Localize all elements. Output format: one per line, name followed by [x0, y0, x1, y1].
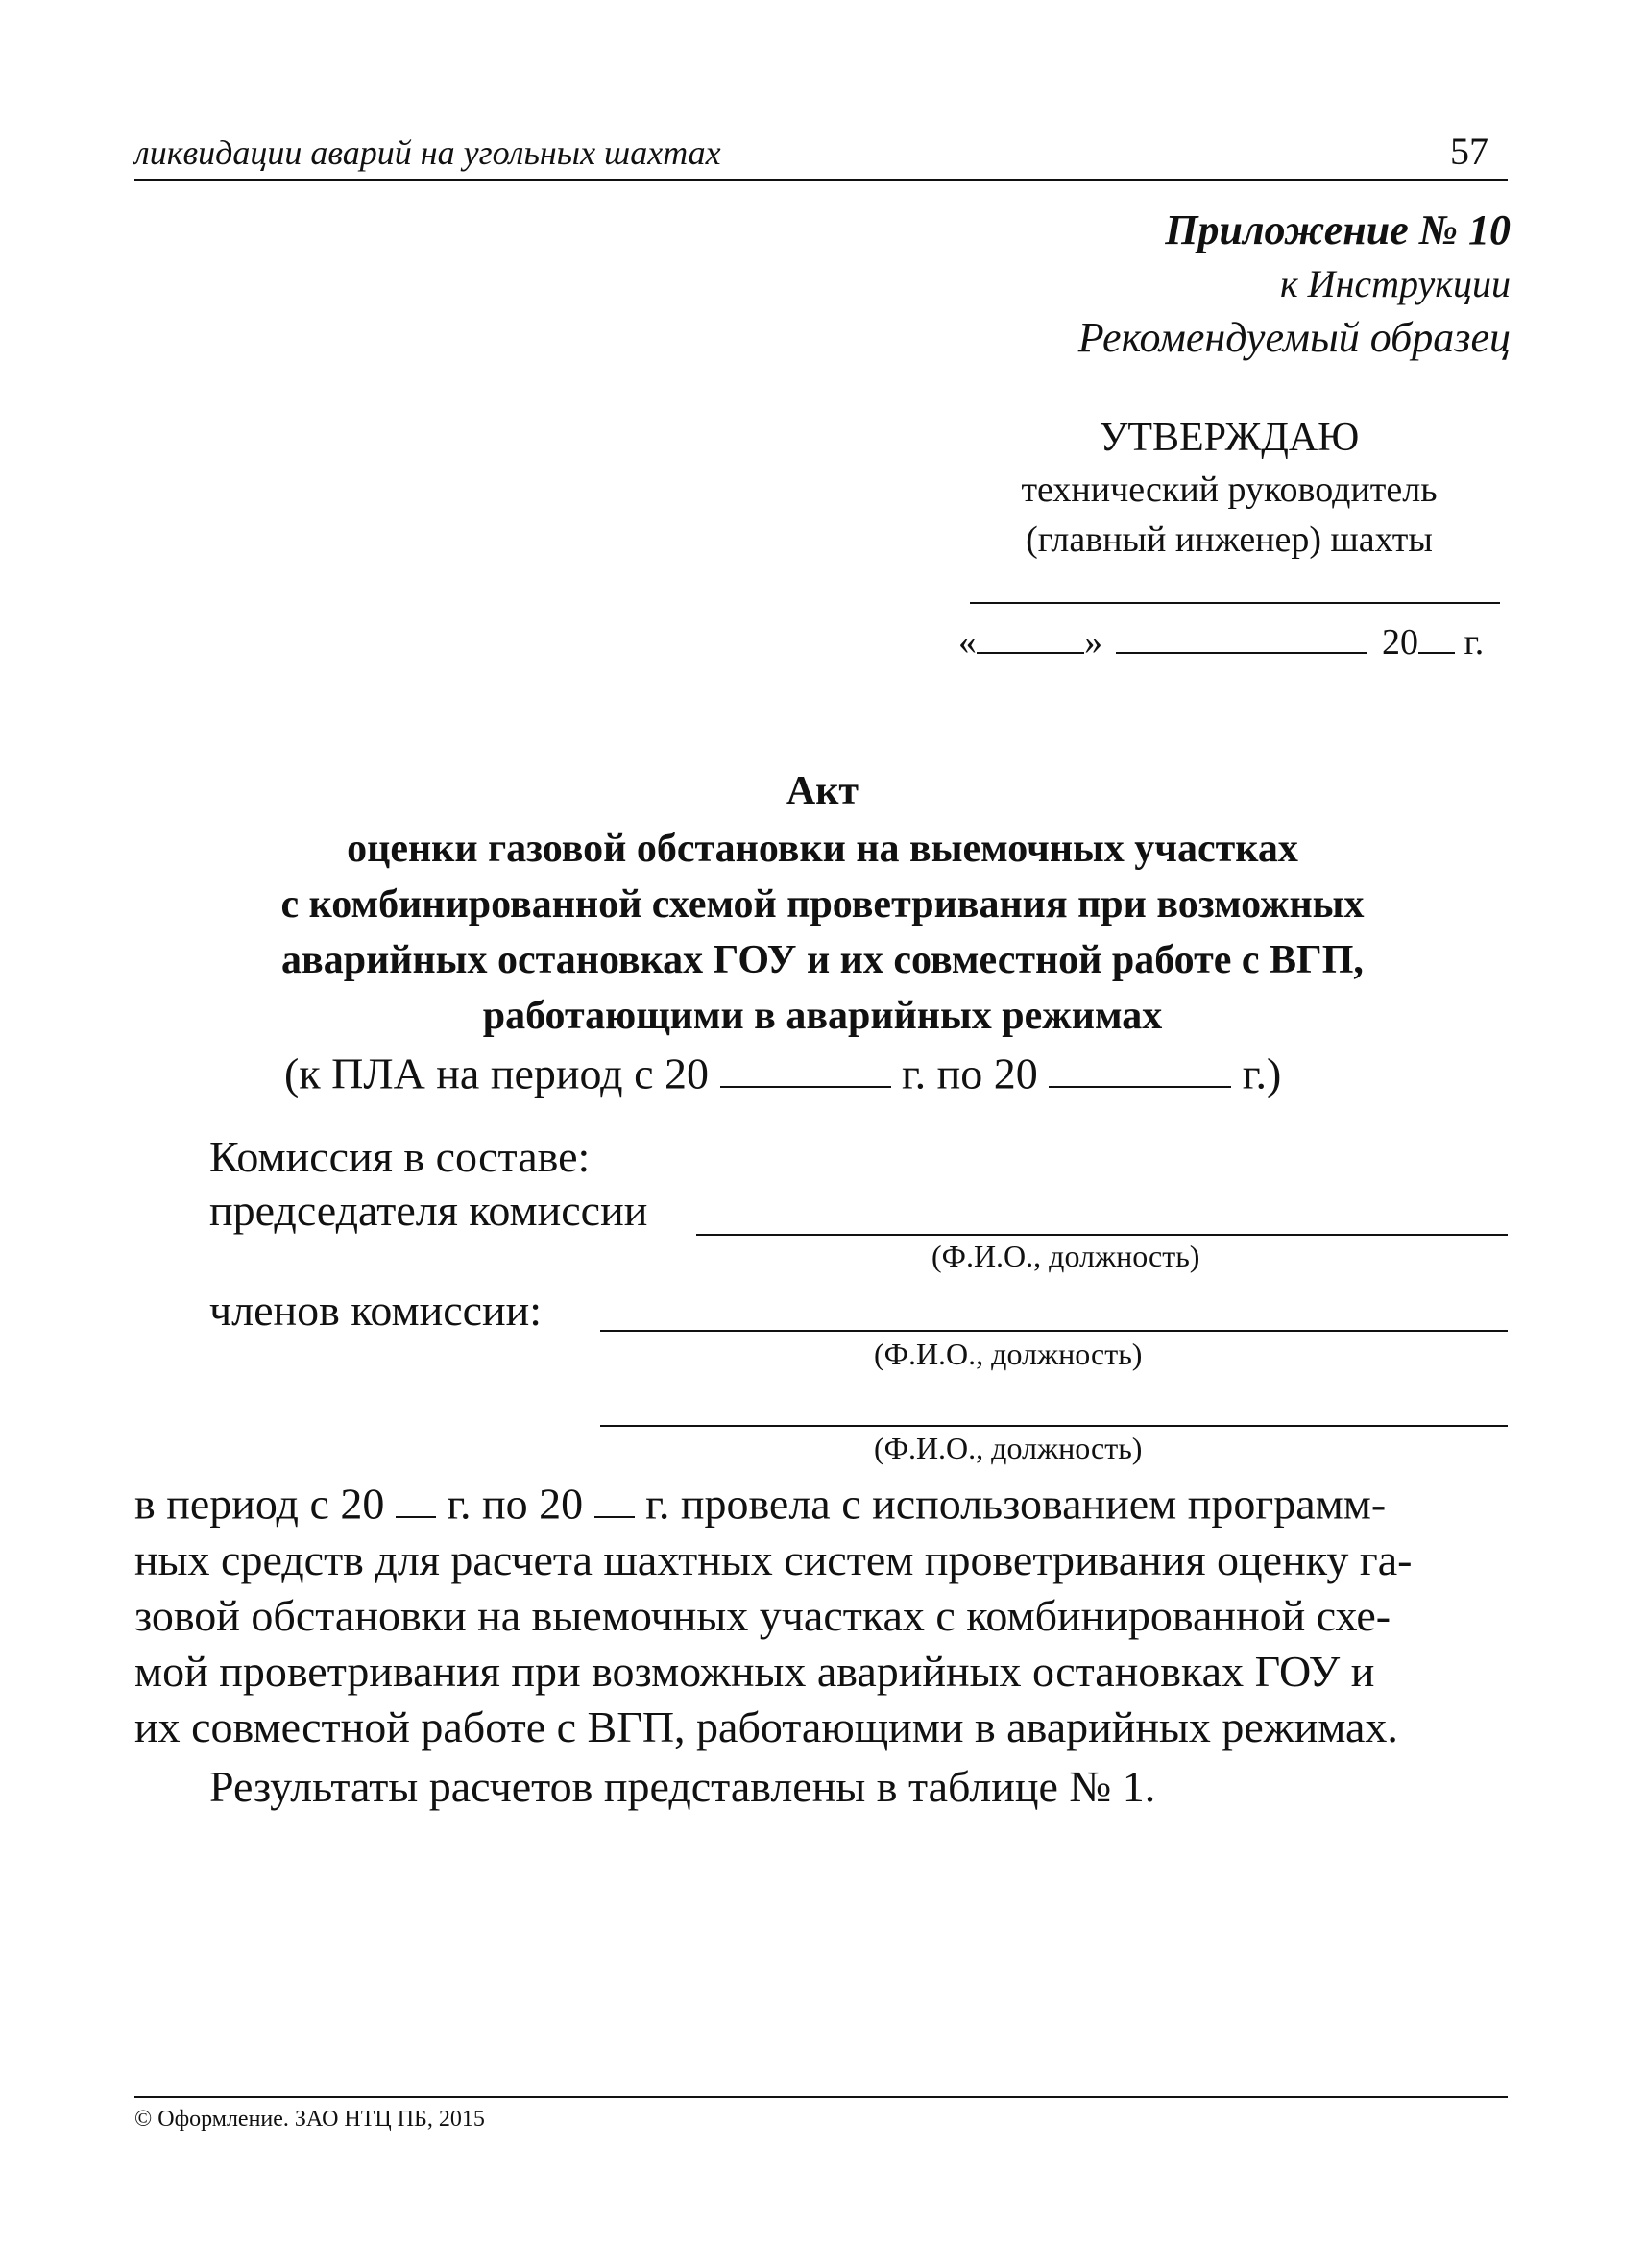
- act-period: [284, 1047, 1281, 1098]
- results-line: Результаты расчетов представлены в таблице № 1.: [209, 1762, 1156, 1811]
- body-line-4: мой проветривания при возможных аварийных остановках ГОУ и: [134, 1647, 1375, 1696]
- period-from-label: (к ПЛА на период с 20: [284, 1049, 709, 1098]
- approver-signature-line: [970, 602, 1500, 604]
- body-line-2: ных средств для расчета шахтных систем проветривания оценку га-: [134, 1535, 1413, 1584]
- date-year-suffix: г.: [1464, 622, 1485, 664]
- chairman-line: [696, 1234, 1508, 1236]
- body-line-5: их совместной работе с ВГП, работающими в аварийных режимах.: [134, 1702, 1398, 1751]
- member-2-fio-hint: (Ф.И.О., должность): [874, 1431, 1143, 1465]
- body-period-from: в период с 20: [134, 1479, 385, 1529]
- members-label: членов комиссии:: [209, 1286, 543, 1335]
- member-line-1: [600, 1330, 1508, 1332]
- date-quote-close: »: [1084, 622, 1102, 664]
- act-subtitle-line-2: с комбинированной схемой проветривания при возможных: [280, 882, 1365, 927]
- footer-rule: [134, 2096, 1508, 2098]
- period-to-label: г. по 20: [902, 1049, 1038, 1098]
- header-rule: [134, 179, 1508, 181]
- approval-date-line: [958, 619, 1484, 664]
- date-year-blank: [1418, 619, 1455, 654]
- approver-position-line2: (главный инженер) шахты: [1026, 519, 1433, 560]
- body-from-blank: [396, 1477, 436, 1518]
- member-line-2: [600, 1425, 1508, 1427]
- act-subtitle-line-1: оценки газовой обстановки на выемочных участках: [347, 827, 1298, 871]
- appendix-sample: Рекомендуемый образец: [1077, 314, 1511, 361]
- body-to-blank: [594, 1477, 635, 1518]
- chairman-fio-hint: (Ф.И.О., должность): [931, 1239, 1200, 1273]
- footer-copyright: © Оформление. ЗАО НТЦ ПБ, 2015: [134, 2107, 485, 2132]
- approve-heading: УТВЕРЖДАЮ: [1099, 416, 1360, 460]
- period-to-blank: [1049, 1047, 1231, 1088]
- chairman-label: председателя комиссии: [209, 1186, 648, 1235]
- body-line-3: зовой обстановки на выемочных участках с комбинированной схе-: [134, 1591, 1391, 1640]
- page-number: 57: [1450, 130, 1488, 173]
- date-year-prefix: 20: [1382, 622, 1418, 664]
- act-subtitle-line-4: работающими в аварийных режимах: [482, 994, 1163, 1038]
- date-month-blank: [1116, 619, 1367, 654]
- appendix-title: Приложение № 10: [1165, 206, 1511, 253]
- member-1-fio-hint: (Ф.И.О., должность): [874, 1337, 1143, 1371]
- act-subtitle-line-3: аварийных остановках ГОУ и их совместной работе с ВГП,: [281, 938, 1364, 982]
- body-period-to: г. по 20: [447, 1479, 584, 1529]
- date-quote-open: «: [958, 622, 977, 664]
- running-title: ликвидации аварий на угольных шахтах: [134, 133, 721, 172]
- appendix-to-instruction: к Инструкции: [1279, 262, 1511, 305]
- date-day-blank: [977, 619, 1084, 654]
- period-from-blank: [720, 1047, 891, 1088]
- body-line-1-rest: г. провела с использованием программ-: [645, 1479, 1387, 1529]
- act-title: Акт: [786, 769, 859, 813]
- body-line-1: [134, 1477, 1386, 1529]
- period-end-label: г.): [1242, 1049, 1282, 1098]
- approver-position-line1: технический руководитель: [1021, 470, 1438, 510]
- commission-heading: Комиссия в составе:: [209, 1132, 591, 1181]
